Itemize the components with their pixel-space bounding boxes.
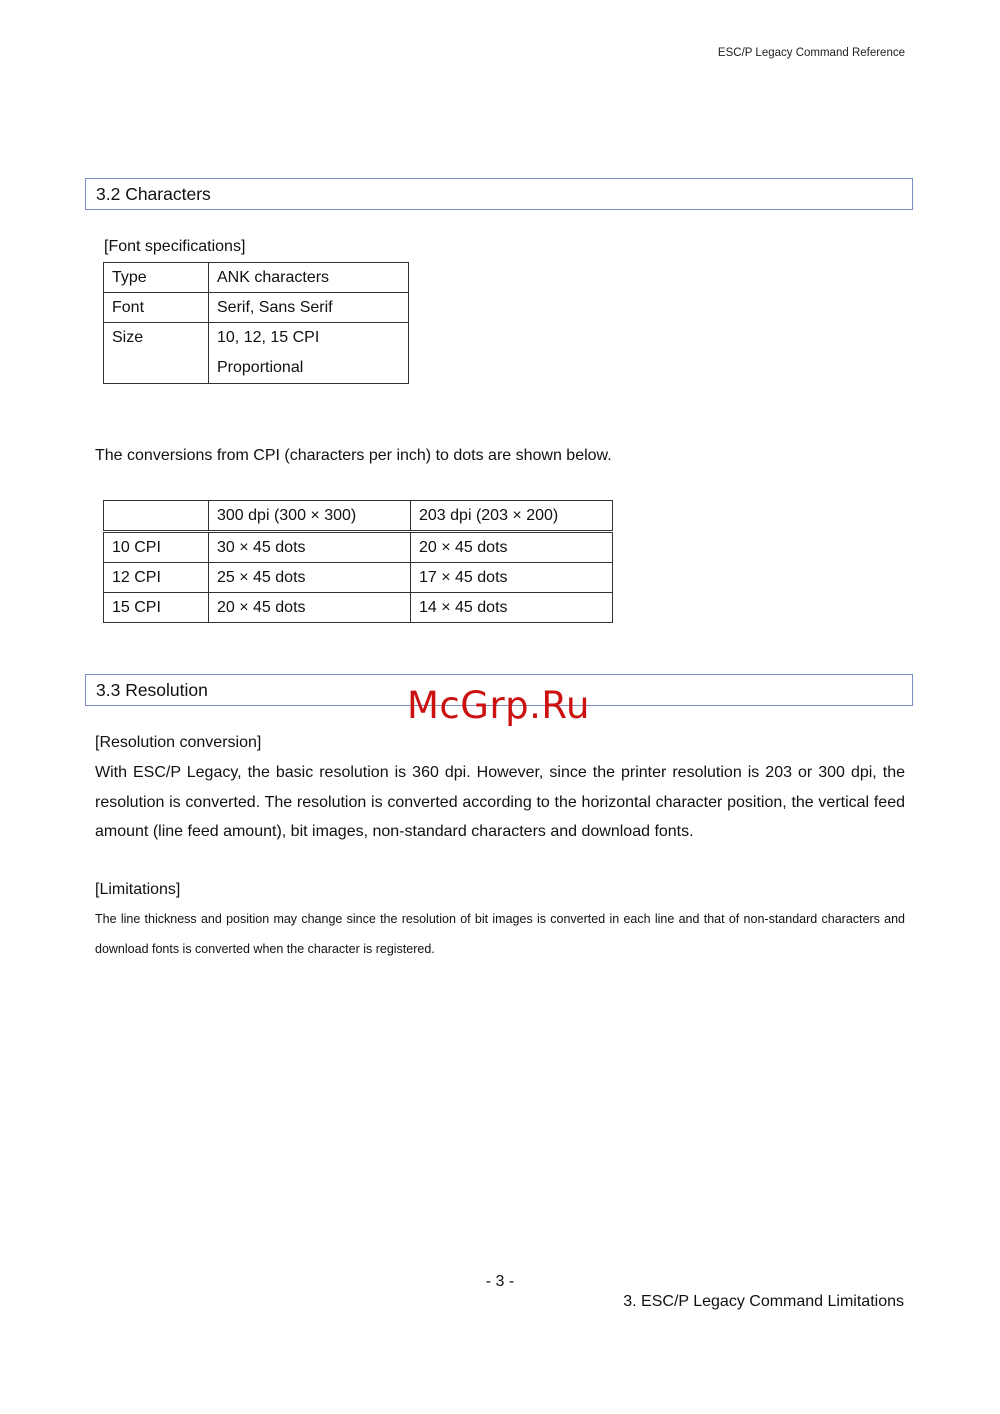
- page-number: - 3 -: [485, 1273, 515, 1290]
- resolution-conversion-label: [Resolution conversion]: [95, 734, 262, 751]
- watermark-text: McGrp.Ru: [407, 684, 590, 727]
- section-heading-characters: [85, 178, 913, 210]
- table-cell: 12 CPI: [104, 563, 209, 593]
- table-row: [104, 593, 613, 623]
- table-row: [104, 293, 409, 323]
- limitations-label: [Limitations]: [95, 881, 181, 898]
- table-cell: [209, 323, 409, 384]
- table-cell: ANK characters: [209, 263, 409, 293]
- table-cell: Serif, Sans Serif: [209, 293, 409, 323]
- section-title: 3.3 Resolution: [96, 679, 208, 700]
- cell-line: 10, 12, 15 CPI: [217, 329, 320, 346]
- table-cell: 30 × 45 dots: [209, 532, 411, 563]
- font-specifications-label: [Font specifications]: [104, 238, 246, 255]
- table-row: [104, 263, 409, 293]
- cpi-conversion-table: [103, 500, 613, 623]
- table-cell: Font: [104, 293, 209, 323]
- table-cell: 15 CPI: [104, 593, 209, 623]
- table-row: [104, 323, 409, 384]
- table-cell: 17 × 45 dots: [411, 563, 613, 593]
- table-cell: 14 × 45 dots: [411, 593, 613, 623]
- table-cell: 20 × 45 dots: [209, 593, 411, 623]
- chapter-footer: 3. ESC/P Legacy Command Limitations: [623, 1293, 904, 1310]
- document-reference-title: ESC/P Legacy Command Reference: [717, 47, 905, 59]
- table-header-row: [104, 501, 613, 532]
- cell-line: Proportional: [217, 359, 304, 376]
- table-cell: 20 × 45 dots: [411, 532, 613, 563]
- conversion-intro-text: The conversions from CPI (characters per inch) to dots are shown below.: [95, 447, 612, 464]
- table-cell: Type: [104, 263, 209, 293]
- table-cell: 25 × 45 dots: [209, 563, 411, 593]
- table-header-cell: 300 dpi (300 × 300): [209, 501, 411, 532]
- section-title: 3.2 Characters: [96, 183, 211, 204]
- table-cell: Size: [104, 323, 209, 384]
- table-cell: 10 CPI: [104, 532, 209, 563]
- table-header-cell: [104, 501, 209, 532]
- table-row: [104, 532, 613, 563]
- resolution-conversion-paragraph: With ESC/P Legacy, the basic resolution is 360 dpi. However, since the printer resolution is 203 or 300 dpi, the resolution is converted. The resolution is converted according to the horizontal character position, the vertical feed amount (line feed amount), bit images, non-standard characters and download fonts.: [95, 764, 905, 840]
- table-row: [104, 563, 613, 593]
- limitations-paragraph: The line thickness and position may change since the resolution of bit images is converted in each line and that of non-standard characters and download fonts is converted when the character is registered.: [95, 912, 905, 956]
- table-header-cell: 203 dpi (203 × 200): [411, 501, 613, 532]
- font-specifications-table: [103, 262, 409, 384]
